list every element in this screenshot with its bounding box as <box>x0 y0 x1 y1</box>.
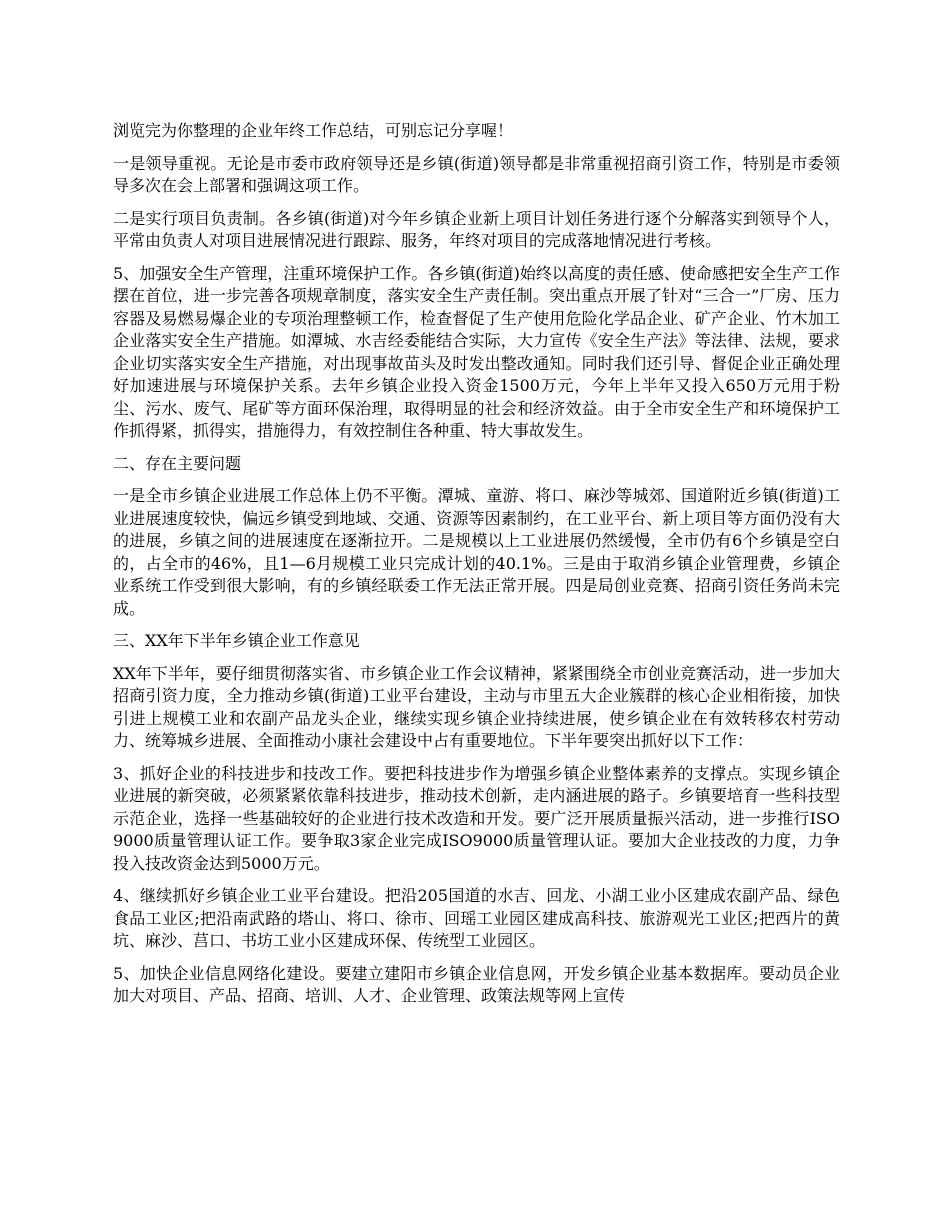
paragraph-tech-progress: 3、抓好企业的科技进步和技改工作。要把科技进步作为增强乡镇企业整体素养的支撑点。实现乡镇企业进展的新突破，必须紧紧依靠科技进步，推动技术创新，走内涵进展的路子。乡镇要培育一些科技型示范企业，选择一些基础较好的企业进行技术改造和开发。要广泛开展质量振兴活动，进一步推行ISO9000质量管理认证工作。要争取3家企业完成ISO9000质量管理认证。要加大企业技改的力度，力争投入技改资金达到5000万元。 <box>113 763 840 873</box>
section-heading-plan: 三、XX年下半年乡镇企业工作意见 <box>113 631 360 650</box>
paragraph-industrial-platform: 4、继续抓好乡镇企业工业平台建设。把沿205国道的水吉、回龙、小湖工业小区建成农副产品、绿色食品工业区;把沿南武路的塔山、将口、徐市、回瑶工业园区建成高科技、旅游观光工业区;把西片的黄坑、麻沙、莒口、书坊工业小区建成环保、传统型工业园区。 <box>113 886 840 950</box>
paragraph-leadership: 一是领导重视。无论是市委市政府领导还是乡镇(街道)领导都是非常重视招商引资工作，特别是市委领导多次在会上部署和强调这项工作。 <box>113 153 840 195</box>
paragraph-safety-production: 5、加强安全生产管理，注重环境保护工作。各乡镇(街道)始终以高度的责任感、使命感把安全生产工作摆在首位，进一步完善各项规章制度，落实安全生产责任制。突出重点开展了针对“三合一”厂房、压力容器及易燃易爆企业的专项治理整顿工作，检查督促了生产使用危险化学品企业、矿产企业、竹木加工企业落实安全生产措施。如潭城、水吉经委能结合实际，大力宣传《安全生产法》等法律、法规，要求企业切实落实安全生产措施，对出现事故苗头及时发出整改通知。同时我们还引导、督促企业正确处理好加速进展与环境保护关系。去年乡镇企业投入资金1500万元，今年上半年又投入650万元用于粉尘、污水、废气、尾矿等方面环保治理，取得明显的社会和经济效益。由于全市安全生产和环境保护工作抓得紧，抓得实，措施得力，有效控制住各种重、特大事故发生。 <box>113 263 840 440</box>
paragraph-plan-intro: XX年下半年，要仔细贯彻落实省、市乡镇企业工作会议精神，紧紧围绕全市创业竞赛活动，进一步加大招商引资力度，全力推动乡镇(街道)工业平台建设，主动与市里五大企业簇群的核心企业相衔接，加快引进上规模工业和农副产品龙头企业，继续实现乡镇企业持续进展，使乡镇企业在有效转移农村劳动力、统筹城乡进展、全面推动小康社会建设中占有重要地位。下半年要突出抓好以下工作： <box>113 663 840 750</box>
paragraph-information-network: 5、加快企业信息网络化建设。要建立建阳市乡镇企业信息网，开发乡镇企业基本数据库。要动员企业加大对项目、产品、招商、培训、人才、企业管理、政策法规等网上宣传 <box>113 963 840 1005</box>
paragraph-project-responsibility: 二是实行项目负责制。各乡镇(街道)对今年乡镇企业新上项目计划任务进行逐个分解落实到领导个人，平常由负责人对项目进展情况进行跟踪、服务，年终对项目的完成落地情况进行考核。 <box>113 208 840 250</box>
paragraph-intro: 浏览完为你整理的企业年终工作总结，可别忘记分享喔！ <box>113 121 514 140</box>
document-body <box>113 120 840 1018</box>
section-heading-problems: 二、存在主要问题 <box>113 453 242 473</box>
paragraph-problems: 一是全市乡镇企业进展工作总体上仍不平衡。潭城、童游、将口、麻沙等城郊、国道附近乡镇(街道)工业进展速度较快，偏远乡镇受到地域、交通、资源等因素制约，在工业平台、新上项目等方面仍没有大的进展，乡镇之间的进展速度在逐渐拉开。二是规模以上工业进展仍然缓慢，全市仍有6个乡镇是空白的，占全市的46%，且1—6月规模工业只完成计划的40.1%。三是由于取消乡镇企业管理费，乡镇企业系统工作受到很大影响，有的乡镇经联委工作无法正常开展。四是局创业竞赛、招商引资任务尚未完成。 <box>113 486 840 618</box>
